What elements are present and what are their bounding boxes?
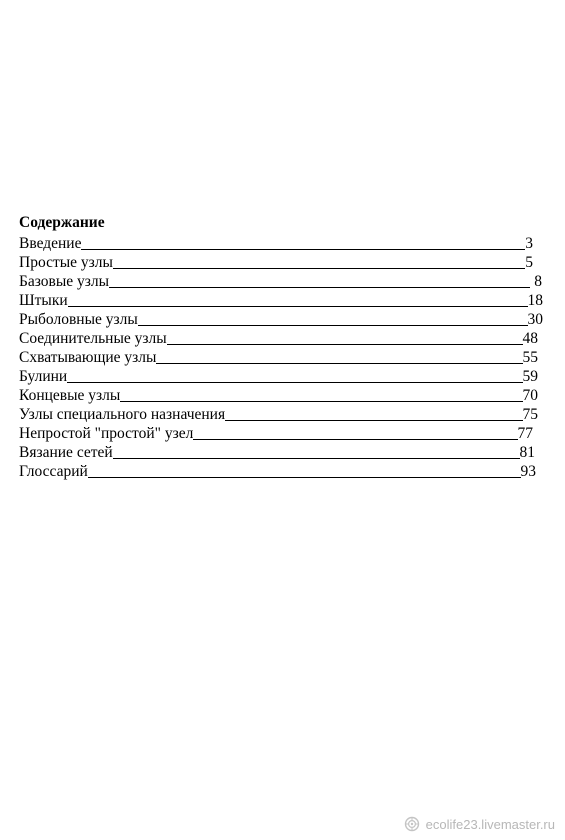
livemaster-logo-icon bbox=[404, 816, 420, 832]
toc-entry-label: Введение bbox=[19, 235, 82, 252]
toc-entry-label: Штыки bbox=[19, 292, 68, 309]
toc-leader-line bbox=[68, 306, 528, 307]
toc-entry-page: 55 bbox=[522, 349, 538, 366]
toc-entry-page: 18 bbox=[527, 292, 543, 309]
toc-entry-page: 48 bbox=[522, 330, 538, 347]
toc-entry-label: Базовые узлы bbox=[19, 273, 110, 290]
toc-entry-page: 70 bbox=[522, 387, 538, 404]
toc-entry bbox=[19, 384, 544, 403]
toc-leader-line bbox=[156, 363, 522, 364]
toc-leader-line bbox=[113, 458, 520, 459]
toc-entry bbox=[19, 441, 544, 460]
toc-entry-label: Булини bbox=[19, 368, 68, 385]
toc-leader-line bbox=[193, 439, 517, 440]
toc-leader-line bbox=[225, 420, 522, 421]
table-of-contents bbox=[19, 213, 544, 479]
toc-entry-page: 3 bbox=[525, 235, 533, 252]
toc-entry-label: Рыболовные узлы bbox=[19, 311, 138, 328]
toc-leader-line bbox=[81, 249, 525, 250]
toc-entry-page: 8 bbox=[534, 273, 542, 290]
toc-entry-label: Соединительные узлы bbox=[19, 330, 167, 347]
toc-entry-label: Схватывающие узлы bbox=[19, 349, 157, 366]
watermark bbox=[404, 816, 555, 832]
toc-entry-label: Вязание сетей bbox=[19, 444, 113, 461]
toc-leader-line bbox=[88, 477, 521, 478]
toc-leader-line bbox=[120, 401, 522, 402]
toc-entry-page: 77 bbox=[517, 425, 533, 442]
toc-leader-line bbox=[167, 344, 523, 345]
toc-entry bbox=[19, 365, 544, 384]
toc-entry-page: 93 bbox=[520, 463, 536, 480]
toc-leader-line bbox=[67, 382, 522, 383]
toc-entry-label: Непростой "простой" узел bbox=[19, 425, 194, 442]
toc-entry bbox=[19, 346, 544, 365]
toc-entry bbox=[19, 270, 544, 289]
toc-entry-label: Простые узлы bbox=[19, 254, 113, 271]
toc-leader-line bbox=[138, 325, 528, 326]
toc-leader-line bbox=[109, 287, 530, 288]
toc-entry-page: 75 bbox=[522, 406, 538, 423]
toc-entry-label: Глоссарий bbox=[19, 463, 88, 480]
toc-entry-page: 30 bbox=[527, 311, 543, 328]
toc-entry-label: Концевые узлы bbox=[19, 387, 121, 404]
toc-entry-page: 81 bbox=[519, 444, 535, 461]
toc-entry bbox=[19, 460, 544, 479]
toc-entry bbox=[19, 327, 544, 346]
toc-entry bbox=[19, 289, 544, 308]
toc-leader-line bbox=[113, 268, 525, 269]
toc-title: Содержание bbox=[19, 214, 105, 231]
toc-entry-page: 5 bbox=[525, 254, 533, 271]
toc-entry bbox=[19, 403, 544, 422]
toc-entry-page: 59 bbox=[522, 368, 538, 385]
toc-entry bbox=[19, 251, 544, 270]
toc-entry bbox=[19, 232, 544, 251]
toc-entry bbox=[19, 308, 544, 327]
watermark-text: ecolife23.livemaster.ru bbox=[425, 816, 555, 832]
toc-entry bbox=[19, 422, 544, 441]
toc-entry-label: Узлы специального назначения bbox=[19, 406, 226, 423]
